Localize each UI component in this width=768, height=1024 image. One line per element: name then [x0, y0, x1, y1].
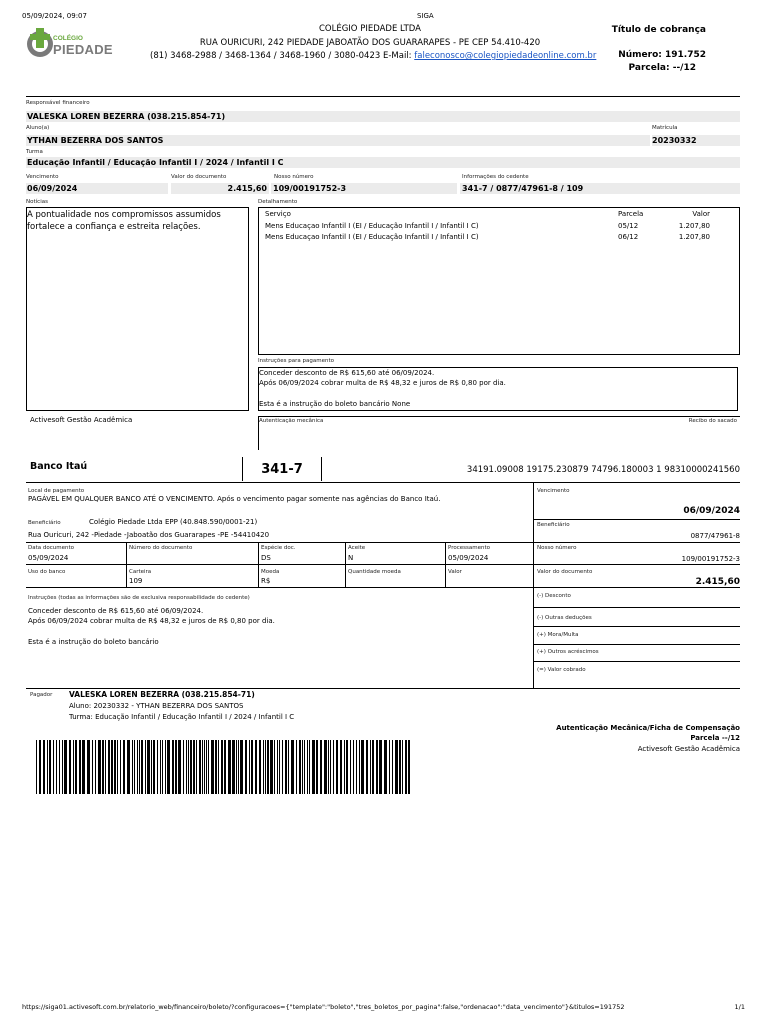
nosso-numero-value: 109/00191752-3: [271, 183, 457, 194]
beneficiario-label: Beneficiário: [28, 520, 61, 526]
noticias-box: [26, 207, 249, 411]
turma-value: Educação Infantil / Educação Infantil I / 2024 / Infantil I C: [26, 157, 740, 168]
boleto-bottom-line: [26, 688, 740, 689]
logo-text-1: COLÉGIO: [53, 35, 83, 42]
barcode-bar: [134, 740, 135, 794]
responsavel-value: VALESKA LOREN BEZERRA (038.215.854-71): [26, 111, 740, 122]
barcode-bar: [405, 740, 407, 794]
barcode-bar: [270, 740, 273, 794]
autenticacao-label: Autenticação mecânica: [259, 418, 324, 424]
valor-cobrado-label: (=) Valor cobrado: [537, 667, 586, 673]
barcode-bar: [296, 740, 297, 794]
doc-title: Título de cobrança: [611, 25, 706, 35]
detalhamento-header-servico: Serviço: [265, 210, 291, 218]
barcode-bar: [366, 740, 368, 794]
boleto-top-line: [26, 482, 740, 483]
barcode-bar: [251, 740, 253, 794]
barcode-bar: [199, 740, 201, 794]
beneficiario-value: Colégio Piedade Ltda EPP (40.848.590/0001-21): [89, 518, 258, 526]
barcode-bar: [193, 740, 195, 794]
local-pagamento-value: PAGÁVEL EM QUALQUER BANCO ATÉ O VENCIMENTO. Após o vencimento pagar somente nas agências do Banco Itaú.: [28, 495, 441, 503]
bank-code: 341-7: [261, 462, 303, 477]
barcode-bar: [39, 740, 41, 794]
barcode-bar: [333, 740, 334, 794]
school-email-link[interactable]: faleconosco@colegiopiedadeonline.com.br: [414, 51, 597, 61]
header-divider: [26, 96, 740, 97]
barcode-bar: [376, 740, 378, 794]
barcode-bar: [328, 740, 329, 794]
barcode-bar: [114, 740, 116, 794]
barcode-bar: [361, 740, 364, 794]
barcode-bar: [53, 740, 54, 794]
detalhamento-row-servico: Mens Educaçao Infantil I (EI / Educação Infantil I / Infantil I C): [265, 233, 479, 241]
bank-name: Banco Itaú: [30, 461, 88, 472]
barcode-bar: [302, 740, 303, 794]
barcode-bar: [288, 740, 289, 794]
aluno-label: Aluno(a): [26, 125, 50, 131]
barcode-bar: [98, 740, 101, 794]
barcode-bar: [117, 740, 118, 794]
barcode-bar: [224, 740, 226, 794]
barcode-bar: [165, 740, 166, 794]
instrucoes-boleto-line-3: Esta é a instrução do boleto bancário: [28, 638, 159, 646]
boleto-vencimento-label: Vencimento: [537, 488, 570, 494]
boleto-line: [533, 644, 740, 645]
barcode-bar: [218, 740, 219, 794]
processamento-value: 05/09/2024: [448, 554, 489, 562]
barcode-bar: [202, 740, 203, 794]
barcode-bar: [238, 740, 239, 794]
barcode-bar: [320, 740, 322, 794]
especie-doc-value: DS: [261, 554, 271, 562]
pagador-label: Pagador: [30, 692, 53, 698]
barcode-bar: [384, 740, 387, 794]
barcode-bar: [147, 740, 150, 794]
numero-documento-label: Número do documento: [129, 545, 193, 551]
barcode-bar: [370, 740, 371, 794]
barcode-bar: [56, 740, 57, 794]
barcode-bar: [307, 740, 308, 794]
barcode-bar: [408, 740, 410, 794]
barcode-bar: [291, 740, 294, 794]
activesoft-label-top: Activesoft Gestão Acadêmica: [30, 416, 133, 424]
barcode-bar: [336, 740, 338, 794]
barcode-bar: [188, 740, 189, 794]
barcode-bar: [285, 740, 287, 794]
beneficiario-address: Rua Ouricuri, 242 -Piedade -Jaboatão dos Guararapes -PE -54410420: [28, 531, 270, 539]
detalhamento-row-parcela: 05/12: [618, 222, 639, 230]
doc-parcela: Parcela: --/12: [628, 63, 696, 73]
barcode-bar: [232, 740, 235, 794]
barcode-bar: [309, 740, 310, 794]
doc-number: Número: 191.752: [618, 50, 706, 60]
print-datetime: 05/09/2024, 09:07: [22, 12, 87, 20]
instrucoes-boleto-line-2: Após 06/09/2024 cobrar multa de R$ 48,32 e juros de R$ 0,80 por dia.: [28, 617, 275, 625]
uso-banco-label: Uso do banco: [28, 569, 66, 575]
especie-doc-label: Espécie doc.: [261, 545, 296, 551]
school-logo: [26, 26, 116, 62]
barcode-bar: [389, 740, 390, 794]
nosso-numero-label-boleto: Nosso número: [537, 545, 577, 551]
barcode-bar: [162, 740, 163, 794]
boleto-line: [26, 542, 740, 543]
barcode-bar: [356, 740, 357, 794]
barcode-bar: [344, 740, 345, 794]
instrucoes-line-1: Conceder desconto de R$ 615,60 até 06/09/2024.: [259, 369, 435, 377]
barcode-bar: [75, 740, 77, 794]
barcode-bar: [215, 740, 217, 794]
barcode-bar: [353, 740, 354, 794]
barcode-bar: [79, 740, 81, 794]
barcode-bar: [211, 740, 214, 794]
barcode-bar: [255, 740, 257, 794]
turma-label: Turma: [26, 149, 43, 155]
instrucoes-label: Instruções para pagamento: [258, 358, 334, 364]
barcode-bar: [141, 740, 143, 794]
barcode-bar: [151, 740, 152, 794]
pagador-turma: Turma: Educação Infantil / Educação Infantil I / 2024 / Infantil I C: [69, 713, 295, 721]
carteira-label: Carteira: [129, 569, 152, 575]
barcode-bar: [82, 740, 85, 794]
barcode-bar: [111, 740, 113, 794]
barcode-bar: [402, 740, 403, 794]
cedente-value: 341-7 / 0877/47961-8 / 109: [460, 183, 740, 194]
barcode-bar: [120, 740, 121, 794]
barcode-bar: [240, 740, 243, 794]
barcode-bar: [186, 740, 187, 794]
barcode-bar: [267, 740, 269, 794]
detalhamento-label: Detalhamento: [258, 199, 298, 205]
barcode-bar: [324, 740, 327, 794]
barcode-bar: [139, 740, 140, 794]
matricula-label: Matrícula: [652, 125, 678, 131]
recibo-sacado-label: Recibo do sacado: [688, 418, 737, 424]
nosso-numero-label: Nosso número: [274, 174, 314, 180]
instrucoes-boleto-line-1: Conceder desconto de R$ 615,60 até 06/09/2024.: [28, 607, 204, 615]
barcode-bar: [372, 740, 374, 794]
barcode-bar: [178, 740, 181, 794]
barcode-bar: [346, 740, 348, 794]
barcode-bar: [59, 740, 60, 794]
barcode-bar: [137, 740, 138, 794]
barcode-bar: [304, 740, 305, 794]
deducoes-label: (-) Outras deduções: [537, 615, 592, 621]
instrucoes-line-2: Após 06/09/2024 cobrar multa de R$ 48,32 e juros de R$ 0,80 por dia.: [259, 379, 506, 387]
detalhamento-row-parcela: 06/12: [618, 233, 639, 241]
school-phones: (81) 3468-2988 / 3468-1364 / 3468-1960 / 3080-0423 E-Mail:: [150, 51, 412, 61]
vencimento-value: 06/09/2024: [26, 183, 168, 194]
aceite-value: N: [348, 554, 354, 562]
barcode-bar: [92, 740, 93, 794]
barcode-bar: [263, 740, 264, 794]
barcode-bar: [350, 740, 351, 794]
mora-label: (+) Mora/Multa: [537, 632, 579, 638]
activesoft-label-bottom: Activesoft Gestão Acadêmica: [637, 745, 740, 753]
barcode-bar: [379, 740, 382, 794]
barcode-bar: [221, 740, 223, 794]
desconto-label: (-) Desconto: [537, 593, 571, 599]
barcode-bar: [206, 740, 207, 794]
processamento-label: Processamento: [448, 545, 490, 551]
boleto-line: [533, 661, 740, 662]
logo-text-2: PIEDADE: [53, 42, 113, 57]
barcode-bar: [123, 740, 125, 794]
barcode-bar: [132, 740, 133, 794]
barcode-bar: [47, 740, 48, 794]
autenticacao-ficha: Autenticação Mecânica/Ficha de Compensação: [556, 724, 740, 732]
data-documento-value: 05/09/2024: [28, 554, 69, 562]
barcode-bar: [95, 740, 96, 794]
barcode-bar: [259, 740, 261, 794]
barcode-bar: [145, 740, 146, 794]
boleto-line: [26, 587, 740, 588]
barcode-bar: [249, 740, 250, 794]
moeda-label: Moeda: [261, 569, 280, 575]
barcode-bar: [73, 740, 74, 794]
print-url: https://siga01.activesoft.com.br/relatorio_web/financeiro/boleto/?configuracoes={"template":"boleto","tres_boletos_por_pagina":false,"ordenacao":"data_vencimento"}&titulos=191752: [22, 1003, 625, 1011]
school-address: RUA OURICURI, 242 PIEDADE JABOATÃO DOS GUARARAPES - PE CEP 54.410-420: [199, 38, 541, 48]
barcode-bar: [64, 740, 67, 794]
boleto-right-col-line: [533, 482, 534, 688]
vencimento-label: Vencimento: [26, 174, 59, 180]
pagador-aluno: Aluno: 20230332 - YTHAN BEZERRA DOS SANTOS: [69, 702, 244, 710]
detalhamento-row-valor: 1.207,80: [678, 233, 710, 241]
barcode-bar: [49, 740, 51, 794]
barcode-bar: [204, 740, 205, 794]
autenticacao-line: [258, 416, 740, 417]
barcode-bar: [395, 740, 398, 794]
acrescimos-label: (+) Outros acréscimos: [537, 649, 599, 655]
boleto-vencimento-value: 06/09/2024: [683, 506, 740, 516]
barcode-bar: [399, 740, 401, 794]
responsavel-label: Responsável financeiro: [26, 100, 90, 106]
detalhamento-header-parcela: Parcela: [618, 210, 644, 218]
detalhamento-row-valor: 1.207,80: [678, 222, 710, 230]
aluno-value: YTHAN BEZERRA DOS SANTOS: [26, 135, 650, 146]
boleto-line: [533, 607, 740, 608]
nosso-numero-value-boleto: 109/00191752-3: [681, 555, 740, 563]
boleto-line: [533, 626, 740, 627]
barcode-bar: [316, 740, 318, 794]
school-name: COLÉGIO PIEDADE LTDA: [318, 24, 422, 34]
barcode-bar: [105, 740, 106, 794]
barcode-bar: [190, 740, 192, 794]
moeda-value: R$: [261, 577, 271, 585]
valor-documento-label: Valor do documento: [537, 569, 593, 575]
barcode-bar: [312, 740, 315, 794]
barcode-bar: [157, 740, 158, 794]
barcode-bar: [183, 740, 184, 794]
noticias-text: A pontualidade nos compromissos assumidos fortalece a confiança e estreita relações.: [27, 210, 221, 232]
local-pagamento-label: Local de pagamento: [28, 488, 85, 494]
barcode-bar: [299, 740, 301, 794]
school-contacts: [150, 51, 597, 61]
bank-code-sep-right: [321, 457, 322, 481]
barcode-bar: [127, 740, 130, 794]
data-documento-label: Data documento: [28, 545, 74, 551]
quantidade-moeda-label: Quantidade moeda: [348, 569, 401, 575]
matricula-value: 20230332: [652, 135, 740, 146]
barcode-bar: [160, 740, 161, 794]
barcode-bar: [87, 740, 90, 794]
agencia-value: 0877/47961-8: [690, 532, 740, 540]
valor-label-boleto: Valor: [448, 569, 462, 575]
barcode-bar: [392, 740, 393, 794]
barcode-bar: [282, 740, 283, 794]
detalhamento-header-valor: Valor: [692, 210, 710, 218]
instrucoes-line-3: Esta é a instrução do boleto bancário None: [259, 400, 411, 408]
noticias-label: Notícias: [26, 199, 48, 205]
barcode-bar: [265, 740, 266, 794]
instrucoes-boleto-label: Instruções (todas as informações são de exclusiva responsabilidade do cedente): [28, 595, 250, 601]
barcode-bar: [43, 740, 45, 794]
barcode-bar: [245, 740, 247, 794]
barcode-bar: [279, 740, 280, 794]
barcode-bar: [359, 740, 360, 794]
barcode-bar: [167, 740, 170, 794]
print-page-title: SIGA: [417, 12, 434, 20]
barcode-bar: [108, 740, 110, 794]
barcode-bar: [236, 740, 237, 794]
barcode-bar: [69, 740, 71, 794]
pagador-value: VALESKA LOREN BEZERRA (038.215.854-71): [69, 690, 255, 699]
boleto-line: [533, 519, 740, 520]
barcode-bar: [330, 740, 331, 794]
barcode-bar: [228, 740, 231, 794]
barcode-bar: [274, 740, 275, 794]
barcode-bar: [153, 740, 155, 794]
detalhamento-row-servico: Mens Educaçao Infantil I (EI / Educação Infantil I / Infantil I C): [265, 222, 479, 230]
print-page-count: 1/1: [734, 1003, 745, 1011]
barcode: [36, 740, 411, 794]
valor-documento-value: 2.415,60: [695, 577, 740, 587]
linha-digitavel: 34191.09008 19175.230879 74796.180003 1 98310000241560: [466, 465, 740, 475]
barcode-bar: [62, 740, 63, 794]
barcode-bar: [208, 740, 209, 794]
boleto-line: [26, 564, 740, 565]
barcode-bar: [340, 740, 342, 794]
aceite-label: Aceite: [348, 545, 366, 551]
barcode-bar: [102, 740, 104, 794]
valor-value: 2.415,60: [171, 183, 269, 194]
carteira-value: 109: [129, 577, 143, 585]
valor-label: Valor do documento: [171, 174, 227, 180]
agencia-label: Beneficiário: [537, 522, 570, 528]
barcode-bar: [277, 740, 278, 794]
cedente-label: Informações do cedente: [462, 174, 529, 180]
barcode-bar: [36, 740, 37, 794]
barcode-bar: [196, 740, 197, 794]
barcode-bar: [172, 740, 174, 794]
parcela-footer: Parcela --/12: [690, 734, 740, 742]
barcode-bar: [175, 740, 177, 794]
